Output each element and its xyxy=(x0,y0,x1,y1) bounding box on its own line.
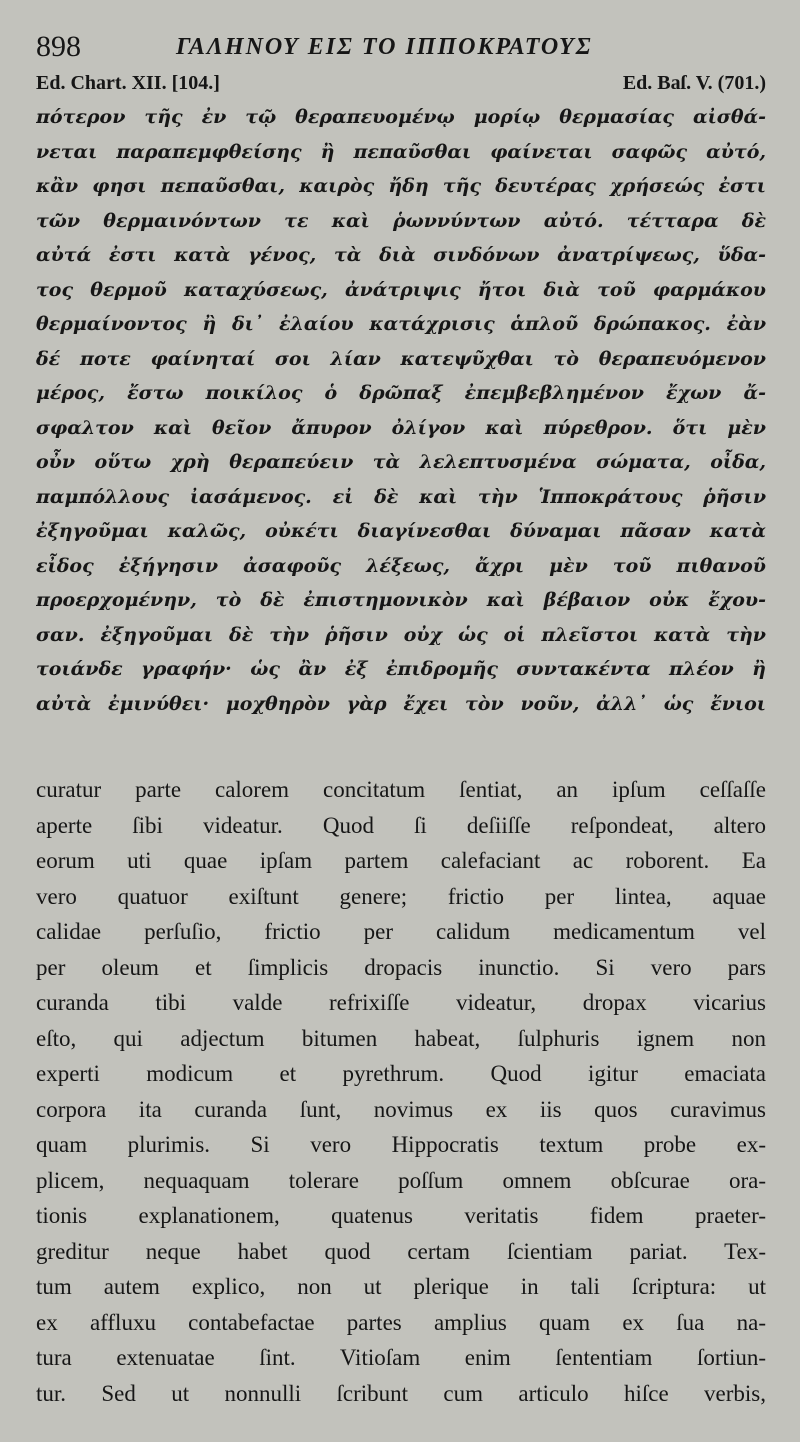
edition-chartier: Ed. Chart. XII. [104.] xyxy=(36,72,220,94)
greek-line: θερμαίνοντος ἢ δι᾽ ἐλαίου κατάχρισις ἁπλοῦ δρώπακος. ἐὰν xyxy=(36,313,766,335)
greek-line: τοιάνδε γραφήν· ὡς ἂν ἐξ ἐπιδρομῆς συντακέντα πλέον ἢ xyxy=(36,658,766,680)
edition-basel: Ed. Baſ. V. (701.) xyxy=(622,72,766,94)
greek-line: ἐξηγοῦμαι καλῶς, οὐκέτι διαγίνεσθαι δύναμαι πᾶσαν κατὰ xyxy=(36,520,766,542)
latin-line: calidae perſuſio, frictio per calidum medicamentum vel xyxy=(36,919,766,944)
greek-line: νεται παραπεμφθείσης ἢ πεπαῦσθαι φαίνεται σαφῶς αὐτό, xyxy=(36,140,766,163)
greek-text-block xyxy=(36,100,766,721)
latin-line: curatur parte calorem concitatum ſentiat, an ipſum ceſſaſſe xyxy=(36,777,766,802)
latin-line: curanda tibi valde refrixiſſe videatur, dropax vicarius xyxy=(36,990,766,1015)
latin-line: ex affluxu contabefactae partes amplius quam ex ſua na- xyxy=(36,1309,766,1335)
greek-line: αὐτὰ ἐμινύθει· μοχθηρὸν γὰρ ἔχει τὸν νοῦν, ἀλλ᾽ ὡς ἔνιοι xyxy=(36,692,766,715)
greek-line: κἂν φησι πεπαῦσθαι, καιρὸς ἤδη τῆς δευτέρας χρήσεώς ἐστι xyxy=(36,175,766,197)
latin-line: tura extenuatae ſint. Vitioſam enim ſententiam ſortiun- xyxy=(36,1345,766,1370)
edition-reference-line xyxy=(36,72,766,98)
greek-line: δέ ποτε φαίνηταί σοι λίαν κατεψῦχθαι τὸ θεραπευόμενον xyxy=(36,347,766,370)
greek-line: πότερον τῆς ἐν τῷ θεραπευομένῳ μορίῳ θερμασίας αἰσθά- xyxy=(36,106,766,128)
greek-line: οὖν οὕτω χρὴ θεραπεύειν τὰ λελεπτυσμένα σώματα, οἶδα, xyxy=(36,451,766,473)
latin-line: corpora ita curanda ſunt, novimus ex iis quos curavimus xyxy=(36,1096,766,1122)
greek-line: προερχομένην, τὸ δὲ ἐπιστημονικὸν καὶ βέβαιον οὐκ ἔχου- xyxy=(36,589,766,611)
greek-line: τος θερμοῦ καταχύσεως, ἀνάτριψις ἤτοι διὰ τοῦ φαρμάκου xyxy=(36,278,766,301)
latin-line: eſto, qui adjectum bitumen habeat, ſulphuris ignem non xyxy=(36,1025,766,1051)
running-title: ΓΑΛΗΝΟΥ ΕΙΣ ΤΟ ΙΠΠΟΚΡΑΤΟΥΣ xyxy=(176,34,593,60)
running-head xyxy=(36,30,766,70)
greek-line: σαν. ἐξηγοῦμαι δὲ τὴν ῥῆσιν οὐχ ὡς οἱ πλεῖστοι κατὰ τὴν xyxy=(36,623,766,646)
latin-line: greditur neque habet quod certam ſcientiam pariat. Tex- xyxy=(36,1238,766,1264)
latin-line: tum autem explico, non ut plerique in tali ſcriptura: ut xyxy=(36,1274,766,1299)
greek-line: αὐτά ἐστι κατὰ γένος, τὰ διὰ σινδόνων ἀνατρίψεως, ὕδα- xyxy=(36,244,766,266)
latin-line: experti modicum et pyrethrum. Quod igitur emaciata xyxy=(36,1061,766,1086)
latin-line: plicem, nequaquam tolerare poſſum omnem obſcurae ora- xyxy=(36,1167,766,1193)
latin-line: vero quatuor exiſtunt genere; frictio per lintea, aquae xyxy=(36,883,766,909)
greek-line: παμπόλλους ἰασάμενος. εἰ δὲ καὶ τὴν Ἱπποκράτους ῥῆσιν xyxy=(36,485,766,508)
latin-line: quam plurimis. Si vero Hippocratis textum probe ex- xyxy=(36,1132,766,1157)
page-number: 898 xyxy=(36,30,81,63)
latin-line: tionis explanationem, quatenus veritatis fidem praeter- xyxy=(36,1203,766,1228)
latin-line: per oleum et ſimplicis dropacis inunctio. Si vero pars xyxy=(36,954,766,980)
greek-line: σφαλτον καὶ θεῖον ἄπυρον ὀλίγον καὶ πύρεθρον. ὅτι μὲν xyxy=(36,416,766,439)
greek-line: τῶν θερμαινόντων τε καὶ ῥωννύντων αὐτό. τέτταρα δὲ xyxy=(36,209,766,232)
greek-line: μέρος, ἔστω ποικίλος ὁ δρῶπαξ ἐπεμβεβλημένον ἔχων ἄ- xyxy=(36,382,766,404)
latin-line: aperte ſibi videatur. Quod ſi deſiiſſe reſpondeat, altero xyxy=(36,812,766,838)
latin-line: eorum uti quae ipſam partem calefaciant ac roborent. Ea xyxy=(36,848,766,873)
latin-line: tur. Sed ut nonnulli ſcribunt cum articulo hiſce verbis, xyxy=(36,1380,766,1406)
greek-line: εἶδος ἐξήγησιν ἀσαφοῦς λέξεως, ἄχρι μὲν τοῦ πιθανοῦ xyxy=(36,554,766,577)
latin-text-block xyxy=(36,772,766,1411)
